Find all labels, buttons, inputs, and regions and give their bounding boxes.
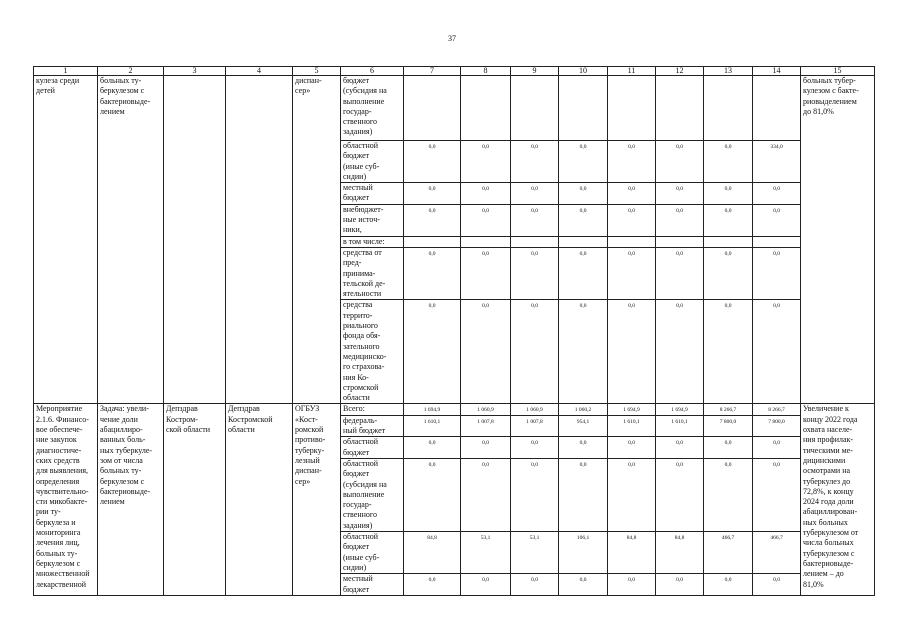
column-number-11: 11 bbox=[608, 67, 656, 76]
budget-value: 0,0 bbox=[704, 437, 753, 459]
funding-source-label: Всего: bbox=[341, 404, 404, 415]
budget-value: 0,0 bbox=[608, 574, 656, 596]
budget-value: 0,0 bbox=[656, 458, 704, 531]
budget-value: 0,0 bbox=[656, 204, 704, 236]
budget-table bbox=[33, 66, 875, 596]
budget-value: 466,7 bbox=[704, 532, 753, 574]
budget-value: 1 060,2 bbox=[559, 404, 608, 415]
budget-value: 0,0 bbox=[559, 437, 608, 459]
budget-value: 0,0 bbox=[753, 437, 801, 459]
budget-value bbox=[656, 236, 704, 247]
budget-value bbox=[608, 236, 656, 247]
budget-value: 0,0 bbox=[511, 458, 559, 531]
column-number-14: 14 bbox=[753, 67, 801, 76]
budget-value: 0,0 bbox=[753, 458, 801, 531]
budget-value: 84,8 bbox=[404, 532, 461, 574]
budget-value: 0,0 bbox=[559, 300, 608, 404]
budget-value: 0,0 bbox=[656, 300, 704, 404]
budget-value: 0,0 bbox=[559, 141, 608, 183]
budget-value: 84,8 bbox=[608, 532, 656, 574]
budget-value: 0,0 bbox=[404, 300, 461, 404]
column-number-7: 7 bbox=[404, 67, 461, 76]
column-number-9: 9 bbox=[511, 67, 559, 76]
budget-value: 0,0 bbox=[511, 437, 559, 459]
budget-value bbox=[511, 236, 559, 247]
column-number-15: 15 bbox=[801, 67, 875, 76]
column-number-12: 12 bbox=[656, 67, 704, 76]
budget-value: 0,0 bbox=[511, 141, 559, 183]
funding-source-label: областной бюджет (иные суб- сидии) bbox=[341, 141, 404, 183]
column-number-3: 3 bbox=[164, 67, 226, 76]
budget-value: 0,0 bbox=[559, 574, 608, 596]
budget-value: 0,0 bbox=[511, 183, 559, 205]
budget-value: 0,0 bbox=[704, 458, 753, 531]
block1-col-3 bbox=[164, 76, 226, 404]
budget-value: 0,0 bbox=[404, 574, 461, 596]
block2-col-4: Депздрав Костромской области bbox=[226, 404, 293, 595]
budget-value: 0,0 bbox=[753, 300, 801, 404]
budget-value: 0,0 bbox=[704, 300, 753, 404]
budget-value: 0,0 bbox=[559, 204, 608, 236]
budget-value: 0,0 bbox=[461, 437, 511, 459]
block2-col-15: Увеличение к концу 2022 года охвата населе- ния профилак- тическими ме- дицинскими осмотрами на туберкулез до 72,8%, к концу 2024 года доли абациллирован- ных больных туберкулезом от числа больных туберкулезом с бактериовыде- лением – до 81,0% bbox=[801, 404, 875, 595]
column-number-6: 6 bbox=[341, 67, 404, 76]
budget-value bbox=[511, 76, 559, 141]
budget-value: 7 800,0 bbox=[753, 415, 801, 437]
budget-value: 0,0 bbox=[404, 183, 461, 205]
budget-value: 0,0 bbox=[704, 183, 753, 205]
column-number-8: 8 bbox=[461, 67, 511, 76]
budget-value bbox=[559, 76, 608, 141]
block2-col-3: Депздрав Костром- ской области bbox=[164, 404, 226, 595]
budget-value bbox=[461, 76, 511, 141]
budget-value: 1 610,1 bbox=[608, 415, 656, 437]
budget-value bbox=[461, 236, 511, 247]
budget-value: 0,0 bbox=[608, 437, 656, 459]
budget-value: 0,0 bbox=[608, 141, 656, 183]
column-number-1: 1 bbox=[34, 67, 98, 76]
budget-value: 0,0 bbox=[608, 247, 656, 299]
budget-value: 0,0 bbox=[511, 300, 559, 404]
budget-value: 0,0 bbox=[461, 204, 511, 236]
block1-col-1: кулеза среди детей bbox=[34, 76, 98, 404]
funding-source-label: областной бюджет (иные суб- сидии) bbox=[341, 532, 404, 574]
budget-value: 0,0 bbox=[704, 574, 753, 596]
column-number-10: 10 bbox=[559, 67, 608, 76]
budget-value: 0,0 bbox=[656, 574, 704, 596]
budget-value: 53,1 bbox=[511, 532, 559, 574]
budget-value: 8 266,7 bbox=[704, 404, 753, 415]
budget-value: 53,1 bbox=[461, 532, 511, 574]
funding-source-label: в том числе: bbox=[341, 236, 404, 247]
page-number: 37 bbox=[448, 34, 456, 43]
budget-value bbox=[704, 76, 753, 141]
budget-value: 0,0 bbox=[461, 300, 511, 404]
budget-value: 0,0 bbox=[608, 183, 656, 205]
budget-value bbox=[704, 236, 753, 247]
budget-value: 0,0 bbox=[656, 247, 704, 299]
budget-value: 0,0 bbox=[608, 458, 656, 531]
budget-value: 0,0 bbox=[704, 141, 753, 183]
budget-value: 1 007,8 bbox=[461, 415, 511, 437]
budget-value: 0,0 bbox=[404, 458, 461, 531]
column-number-4: 4 bbox=[226, 67, 293, 76]
budget-value: 0,0 bbox=[704, 247, 753, 299]
budget-value: 0,0 bbox=[704, 204, 753, 236]
budget-value: 7 800,0 bbox=[704, 415, 753, 437]
funding-source-label: федераль- ный бюджет bbox=[341, 415, 404, 437]
budget-value: 0,0 bbox=[461, 458, 511, 531]
funding-source-label: бюджет (субсидия на выполнение государ- ственного задания) bbox=[341, 76, 404, 141]
budget-value: 0,0 bbox=[608, 300, 656, 404]
budget-value: 0,0 bbox=[753, 204, 801, 236]
budget-value: 84,8 bbox=[656, 532, 704, 574]
budget-value: 106,1 bbox=[559, 532, 608, 574]
budget-value: 0,0 bbox=[511, 574, 559, 596]
budget-value: 0,0 bbox=[608, 204, 656, 236]
budget-value: 0,0 bbox=[559, 458, 608, 531]
column-number-2: 2 bbox=[98, 67, 164, 76]
budget-value: 1 060,9 bbox=[511, 404, 559, 415]
budget-value: 0,0 bbox=[753, 574, 801, 596]
budget-value: 0,0 bbox=[656, 141, 704, 183]
budget-value: 0,0 bbox=[511, 247, 559, 299]
budget-value: 954,1 bbox=[559, 415, 608, 437]
budget-value: 1 694,9 bbox=[404, 404, 461, 415]
table-row bbox=[34, 404, 875, 415]
budget-value: 334,0 bbox=[753, 141, 801, 183]
budget-value: 0,0 bbox=[753, 247, 801, 299]
budget-value: 0,0 bbox=[559, 247, 608, 299]
budget-value: 466,7 bbox=[753, 532, 801, 574]
budget-value: 0,0 bbox=[404, 204, 461, 236]
budget-value: 0,0 bbox=[404, 437, 461, 459]
budget-value: 0,0 bbox=[559, 183, 608, 205]
funding-source-label: внебюджет- ные источ- ники, bbox=[341, 204, 404, 236]
budget-value: 0,0 bbox=[753, 183, 801, 205]
budget-value: 1 060,9 bbox=[461, 404, 511, 415]
funding-source-label: средства от пред- принима- тельской де- ятельности bbox=[341, 247, 404, 299]
budget-value: 1 610,1 bbox=[404, 415, 461, 437]
budget-value: 0,0 bbox=[404, 141, 461, 183]
table-row bbox=[34, 76, 875, 141]
budget-value bbox=[656, 76, 704, 141]
budget-value: 0,0 bbox=[461, 141, 511, 183]
budget-value: 0,0 bbox=[461, 183, 511, 205]
funding-source-label: местный бюджет bbox=[341, 183, 404, 205]
budget-value: 0,0 bbox=[461, 247, 511, 299]
block2-col-1: Мероприятие 2.1.6. Финансо- вое обеспече- ние закупок диагностиче- ских средств для выявления, определения чувствительно- сти микобакте- рии ту- беркулеза и мониторинга лечения лиц, больных ту- беркулезом с множественной лекарственной bbox=[34, 404, 98, 595]
block1-col-4 bbox=[226, 76, 293, 404]
budget-value bbox=[753, 76, 801, 141]
budget-value: 1 007,8 bbox=[511, 415, 559, 437]
budget-value: 0,0 bbox=[511, 204, 559, 236]
budget-value: 1 694,9 bbox=[608, 404, 656, 415]
budget-value bbox=[559, 236, 608, 247]
funding-source-label: областной бюджет bbox=[341, 437, 404, 459]
block1-col-2: больных ту- беркулезом с бактериовыде- лением bbox=[98, 76, 164, 404]
budget-value bbox=[404, 236, 461, 247]
budget-value: 0,0 bbox=[656, 183, 704, 205]
header-row bbox=[34, 67, 875, 76]
column-number-13: 13 bbox=[704, 67, 753, 76]
funding-source-label: местный бюджет bbox=[341, 574, 404, 596]
block2-col-5: ОГБУЗ «Кост- ромской противо- туберку- лезный диспан- сер» bbox=[293, 404, 341, 595]
funding-source-label: областной бюджет (субсидия на выполнение государ- ственного задания) bbox=[341, 458, 404, 531]
budget-value bbox=[608, 76, 656, 141]
budget-value bbox=[753, 236, 801, 247]
budget-value: 0,0 bbox=[461, 574, 511, 596]
budget-value: 0,0 bbox=[656, 437, 704, 459]
budget-value bbox=[404, 76, 461, 141]
budget-value: 0,0 bbox=[404, 247, 461, 299]
budget-value: 1 610,1 bbox=[656, 415, 704, 437]
block1-col-15: больных тубер- кулезом с бакте- риовыделением до 81,0% bbox=[801, 76, 875, 404]
block1-col-5: диспан- сер» bbox=[293, 76, 341, 404]
funding-source-label: средства террито- риального фонда обя- зательного медицинско- го страхова- ния Ко- стромской области bbox=[341, 300, 404, 404]
budget-value: 8 266,7 bbox=[753, 404, 801, 415]
budget-value: 1 694,9 bbox=[656, 404, 704, 415]
block2-col-2: Задача: увели- чение доли абациллиро- ванных боль- ных туберкуле- зом от числа больных ту- беркулезом с бактериовыде- лением bbox=[98, 404, 164, 595]
column-number-5: 5 bbox=[293, 67, 341, 76]
